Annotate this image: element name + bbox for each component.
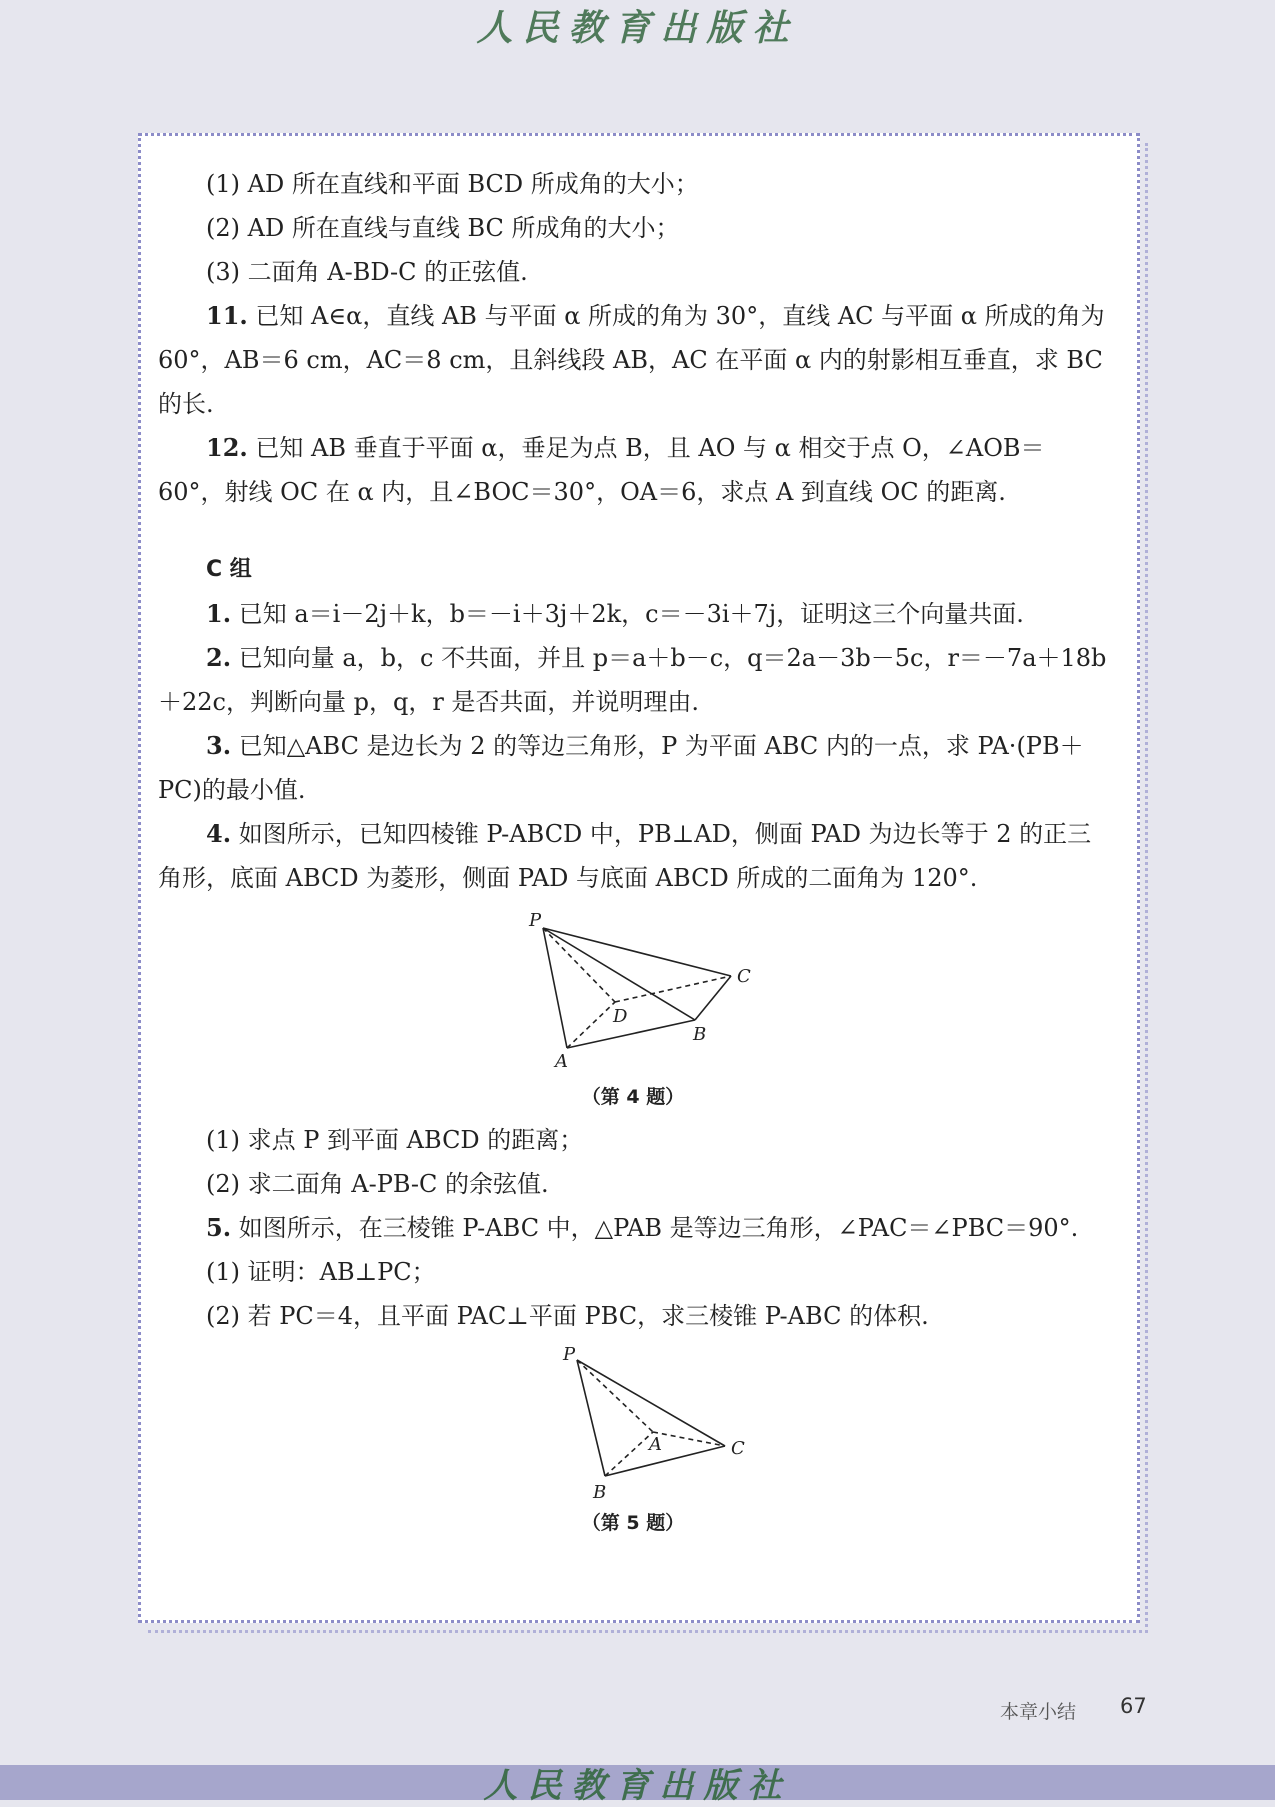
edge-ab [567,1020,695,1048]
section-label: 本章小结 [1000,1701,1077,1723]
problem-11 [158,294,1108,426]
problem-number: 12. [206,433,248,462]
footer-bar [0,1765,1275,1806]
problem-number: 3. [206,731,232,760]
pyramid-pabcd-diagram [473,910,793,1080]
publisher-footer: 人民教育出版社 [483,1766,792,1806]
label-c: C [731,1438,745,1459]
problem-number: 11. [206,301,248,330]
label-b: B [693,1024,707,1045]
problem-text: 已知 AB 垂直于平面 α，垂足为点 B，且 AO 与 α 相交于点 O，∠AOB＝60°，射线 OC 在 α 内，且∠BOC＝30°，OA＝6，求点 A 到直线 OC 的距离. [158,434,1045,506]
problem-number: 2. [206,643,232,672]
p10-q2: (2) AD 所在直线与直线 BC 所成角的大小； [206,214,680,242]
problem-text: 已知向量 a，b，c 不共面，并且 p＝a＋b－c，q＝2a－3b－5c，r＝－7a＋18b＋22c，判断向量 p，q，r 是否共面，并说明理由. [158,644,1107,716]
problem-text: 已知 a＝i－2j＋k，b＝－i＋3j＋2k，c＝－3i＋7j，证明这三个向量共面. [238,600,1024,628]
figure-5 [158,1346,1108,1540]
c5-q1: (1) 证明：AB⊥PC； [206,1258,436,1286]
problem-text: 如图所示，在三棱锥 P-ABC 中，△PAB 是等边三角形，∠PAC＝∠PBC＝90°. [238,1214,1079,1242]
c4-q2: (2) 求二面角 A-PB-C 的余弦值. [206,1170,549,1198]
edge-pb [577,1360,605,1476]
problem-number: 1. [206,599,232,628]
problem-number: 4. [206,819,232,848]
exercise-content [158,162,1108,1540]
problem-text: 如图所示，已知四棱锥 P-ABCD 中，PB⊥AD，侧面 PAD 为边长等于 2 的正三角形，底面 ABCD 为菱形，侧面 PAD 与底面 ABCD 所成的二面角为 120°. [158,820,1092,892]
edge-pa [543,928,567,1048]
problem-text: 已知△ABC 是边长为 2 的等边三角形，P 为平面 ABC 内的一点，求 PA·(PB＋PC)的最小值. [158,732,1084,804]
c4-q1: (1) 求点 P 到平面 ABCD 的距离； [206,1126,584,1154]
page-number: 67 [1120,1694,1147,1718]
edge-bc [695,976,731,1020]
label-c: C [737,966,751,987]
c5-q2: (2) 若 PC＝4，且平面 PAC⊥平面 PBC，求三棱锥 P-ABC 的体积. [206,1302,929,1330]
label-d: D [613,1006,628,1027]
p10-q1: (1) AD 所在直线和平面 BCD 所成角的大小； [206,170,699,198]
pyramid-pabc-diagram [503,1346,763,1506]
publisher-header: 人民教育出版社 [476,6,799,49]
figure-4-caption: （第 4 题） [581,1086,685,1108]
p10-q3: (3) 二面角 A-BD-C 的正弦值. [206,258,528,286]
edge-pa [577,1360,653,1432]
group-c-heading: C 组 [206,557,252,582]
problem-c3 [158,724,1108,812]
figure-4 [158,910,1108,1114]
problem-c2 [158,636,1108,724]
problem-c1 [158,592,1108,636]
problem-text: 已知 A∈α，直线 AB 与平面 α 所成的角为 30°，直线 AC 与平面 α 所成的角为 60°，AB＝6 cm，AC＝8 cm，且斜线段 AB，AC 在平面 α 内的射影相互垂直，求 BC 的长. [158,302,1105,418]
problem-c4 [158,812,1108,900]
edge-ad [567,1002,615,1048]
edge-pc [543,928,731,976]
problem-c5 [158,1206,1108,1250]
problem-number: 5. [206,1213,232,1242]
label-a: A [555,1051,568,1072]
figure-5-caption: （第 5 题） [581,1512,685,1534]
label-a: A [649,1434,662,1455]
problem-12 [158,426,1108,514]
label-p: P [529,910,542,931]
label-p: P [563,1346,576,1365]
label-b: B [593,1482,607,1503]
edge-bc [605,1446,725,1476]
